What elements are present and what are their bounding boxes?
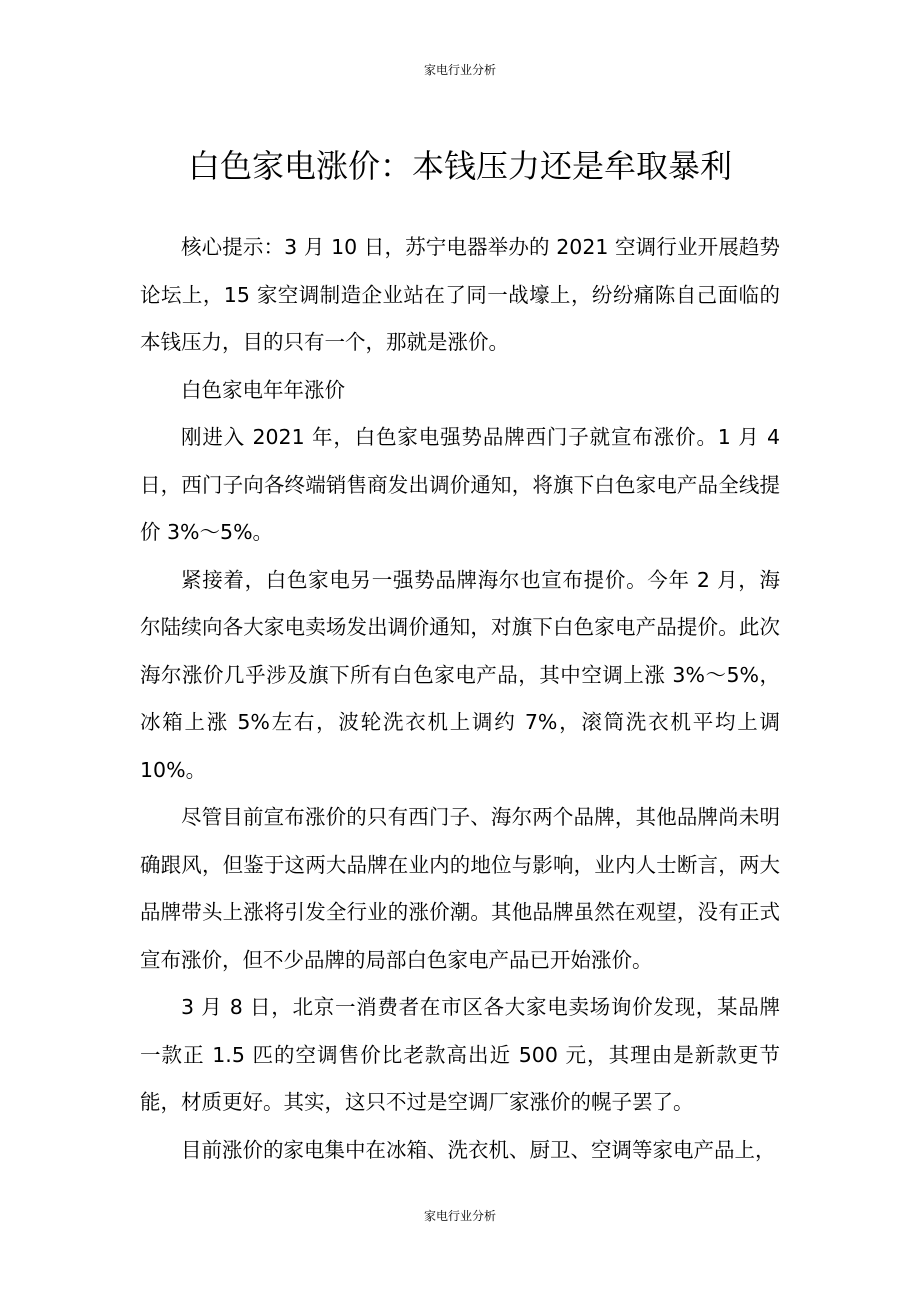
- article-body: [140, 224, 780, 1174]
- document-title: 白色家电涨价：本钱压力还是牟取暴利: [187, 147, 732, 185]
- section-heading: 白色家电年年涨价: [181, 377, 345, 402]
- paragraph-siemens: 刚进入 2021 年，白色家电强势品牌西门子就宣布涨价。1 月 4 日，西门子向各终端销售商发出调价通知，将旗下白色家电产品全线提价 3%～5%。: [140, 425, 780, 544]
- paragraph-product-categories: 目前涨价的家电集中在冰箱、洗衣机、厨卫、空调等家电产品上，: [181, 1137, 776, 1162]
- paragraph-core-tip: 核心提示：3 月 10 日，苏宁电器举办的 2021 空调行业开展趋势论坛上，15 家空调制造企业站在了同一战壕上，纷纷痛陈自己面临的本钱压力，目的只有一个，那就是涨价。: [140, 235, 780, 354]
- paragraph-consumer-survey: 3 月 8 日，北京一消费者在市区各大家电卖场询价发现，某品牌一款正 1.5 匹的空调售价比老款高出近 500 元，其理由是新款更节能，材质更好。其实，这只不过是空调厂家涨价的幌子罢了。: [140, 995, 780, 1114]
- paragraph-industry-trend: 尽管目前宣布涨价的只有西门子、海尔两个品牌，其他品牌尚未明确跟风，但鉴于这两大品牌在业内的地位与影响，业内人士断言，两大品牌带头上涨将引发全行业的涨价潮。其他品牌虽然在观望，没有正式宣布涨价，但不少品牌的局部白色家电产品已开始涨价。: [140, 805, 780, 972]
- running-header: 家电行业分析: [423, 63, 496, 77]
- running-footer: 家电行业分析: [423, 1209, 496, 1223]
- paragraph-haier: 紧接着，白色家电另一强势品牌海尔也宣布提价。今年 2 月，海尔陆续向各大家电卖场发出调价通知，对旗下白色家电产品提价。此次海尔涨价几乎涉及旗下所有白色家电产品，其中空调上涨 3%～5%，冰箱上涨 5%左右，波轮洗衣机上调约 7%，滚筒洗衣机平均上调 10%。: [140, 567, 780, 782]
